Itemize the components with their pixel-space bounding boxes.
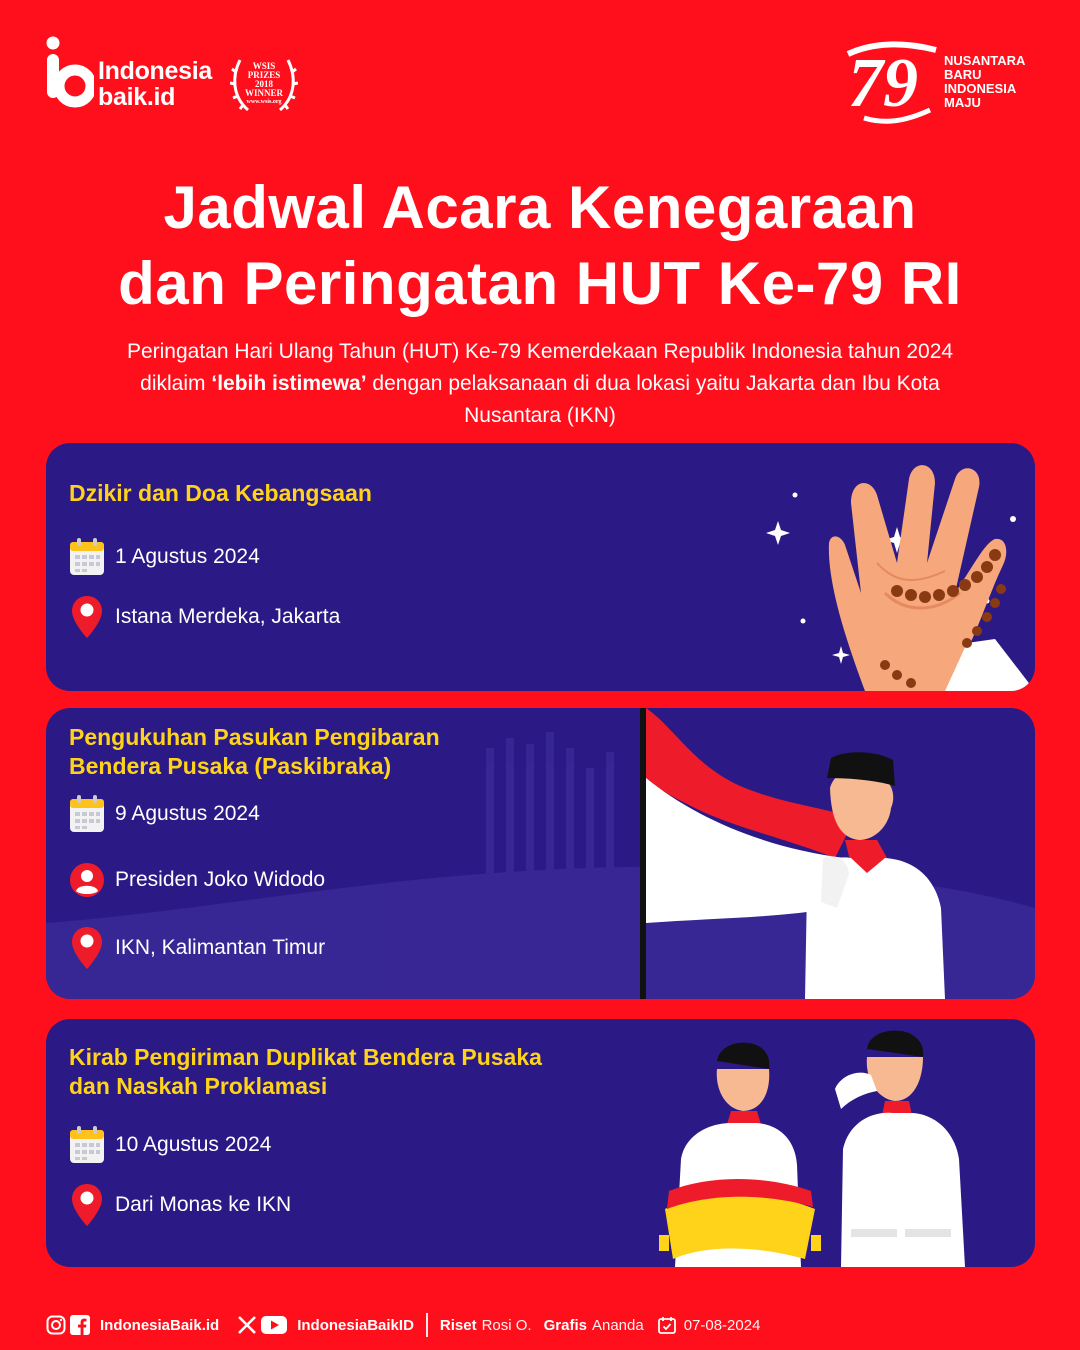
footer-date: 07-08-2024	[683, 1316, 761, 1334]
award-line-3: 2018	[255, 79, 273, 89]
event-location-row	[68, 1183, 291, 1227]
event-title-line: Bendera Pusaka (Paskibraka)	[69, 753, 392, 779]
event-location: Dari Monas ke IKN	[115, 1193, 292, 1216]
calendar-icon	[68, 792, 106, 836]
event-date-row	[68, 792, 260, 836]
tagline-line-1: NUSANTARA	[944, 53, 1026, 68]
hut-79-logo	[844, 40, 940, 124]
title-line-2: dan Peringatan HUT Ke-79 RI	[118, 250, 962, 317]
award-line-4: WINNER	[244, 88, 283, 98]
event-location-row	[68, 926, 325, 970]
calendar-icon	[68, 535, 106, 579]
flag-bearer-illustration	[635, 708, 1035, 999]
event-location: Istana Merdeka, Jakarta	[115, 605, 341, 628]
event-date-row	[68, 1123, 271, 1167]
facebook-icon[interactable]	[70, 1315, 90, 1335]
calendar-check-icon	[658, 1316, 676, 1334]
event-date: 9 Agustus 2024	[115, 802, 260, 825]
event-card-kirab	[46, 1019, 1035, 1267]
brand-name	[98, 58, 212, 110]
event-title	[69, 479, 372, 508]
paskibraka-pair-illustration	[645, 1019, 1035, 1267]
location-pin-icon	[68, 595, 106, 639]
subtitle-before: Peringatan Hari Ulang Tahun (HUT) Ke-79 Kemerdekaan Republik Indonesia tahun 2024 diklaim	[126, 340, 954, 395]
x-icon[interactable]	[237, 1315, 257, 1335]
brand-line-1: Indonesia	[98, 57, 212, 85]
location-pin-icon	[68, 926, 106, 970]
event-title	[69, 723, 440, 781]
event-card-paskibraka	[46, 708, 1035, 999]
person-icon	[68, 858, 106, 902]
header	[0, 0, 1080, 140]
page-title	[0, 170, 1080, 322]
hut-logo-number: 79	[848, 45, 918, 122]
tagline-line-3: INDONESIA	[944, 81, 1017, 96]
tagline-line-2: BARU	[944, 67, 982, 82]
instagram-icon[interactable]	[46, 1315, 66, 1335]
title-line-1: Jadwal Acara Kenegaraan	[163, 174, 917, 241]
event-title-line: Pengukuhan Pasukan Pengibaran	[69, 724, 440, 750]
location-pin-icon	[68, 1183, 106, 1227]
event-location-row	[68, 595, 340, 639]
event-location: IKN, Kalimantan Timur	[115, 936, 326, 959]
footer-handle-social[interactable]: IndonesiaBaikID	[297, 1316, 414, 1334]
footer-riset-name: Rosi O.	[481, 1316, 532, 1334]
tagline-line-4: MAJU	[944, 95, 981, 110]
calendar-icon	[68, 1123, 106, 1167]
footer-grafis-label: Grafis	[543, 1316, 587, 1334]
event-title	[69, 1043, 542, 1101]
footer	[46, 1308, 1036, 1342]
footer-divider	[426, 1313, 428, 1337]
subtitle-emphasis: ‘lebih istimewa’	[211, 372, 367, 395]
wsis-award-badge	[230, 52, 298, 118]
footer-handle-site[interactable]: IndonesiaBaik.id	[100, 1316, 220, 1334]
footer-grafis-name: Ananda	[591, 1316, 644, 1334]
event-date-row	[68, 535, 260, 579]
event-date: 10 Agustus 2024	[115, 1133, 272, 1156]
event-person: Presiden Joko Widodo	[115, 868, 326, 891]
event-date: 1 Agustus 2024	[115, 545, 260, 568]
event-title-line: Dzikir dan Doa Kebangsaan	[69, 480, 372, 506]
subtitle-after: dengan pelaksanaan di dua lokasi yaitu Jakarta dan Ibu Kota Nusantara (IKN)	[366, 372, 940, 427]
youtube-icon[interactable]	[261, 1315, 287, 1335]
award-line-5: www.wsis.org	[246, 99, 282, 105]
indonesiabaik-logo-icon	[44, 36, 94, 108]
footer-riset-label: Riset	[439, 1316, 477, 1334]
award-line-2: PRIZES	[247, 70, 281, 80]
hut-tagline	[944, 54, 1025, 110]
event-card-dzikir	[46, 443, 1035, 691]
event-person-row	[68, 858, 325, 902]
praying-hands-illustration	[615, 443, 1035, 691]
brand-line-2: baik.id	[98, 83, 176, 111]
event-title-line: dan Naskah Proklamasi	[69, 1073, 328, 1099]
event-title-line: Kirab Pengiriman Duplikat Bendera Pusaka	[69, 1044, 542, 1070]
award-line-1: WSIS	[252, 61, 276, 71]
page-subtitle	[120, 336, 960, 432]
